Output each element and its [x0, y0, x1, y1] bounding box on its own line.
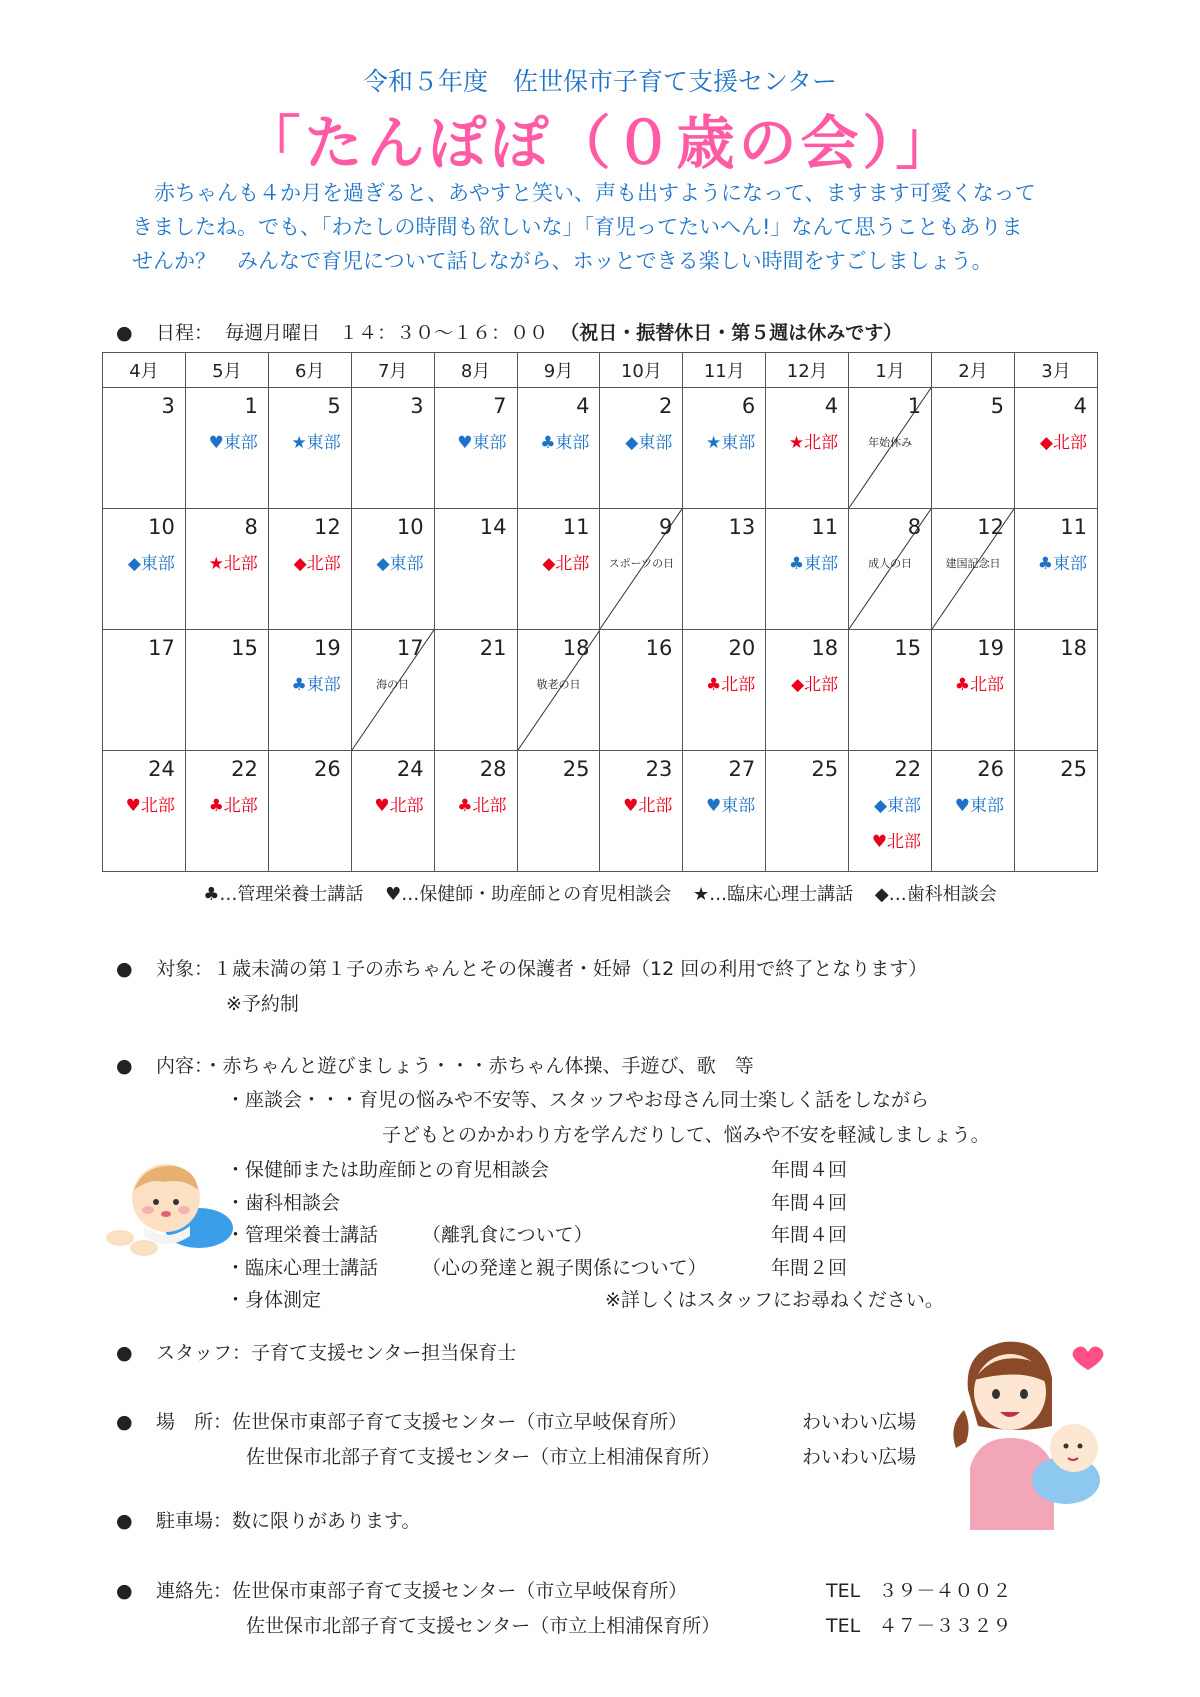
calendar-cell: [683, 751, 766, 872]
calendar-cell: [517, 509, 600, 630]
day-number: 4: [824, 394, 839, 418]
calendar-cell: [1014, 630, 1097, 751]
calendar-cell: [683, 630, 766, 751]
day-number: 16: [645, 636, 673, 660]
session-frequency: 年間２回: [771, 1256, 848, 1279]
staff-label: スタッフ：: [156, 1342, 252, 1364]
parking-text: 数に限りがあります。: [232, 1510, 421, 1532]
target-text: １歳未満の第１子の赤ちゃんとその保護者・妊婦（12 回の利用で終了となります）: [213, 958, 928, 980]
day-number: 9: [658, 515, 673, 539]
parking-line: [116, 1506, 421, 1533]
calendar-cell: [517, 751, 600, 872]
staff-line: [116, 1338, 516, 1365]
content-item: ・座談会・・・育児の悩みや不安等、スタッフやお母さん同士楽しく話をしながら: [226, 1089, 930, 1111]
event-label: ★北部: [208, 554, 258, 574]
event-label: ♣北部: [208, 796, 258, 816]
place-name: 佐世保市北部子育て支援センター（市立上相浦保育所）: [246, 1446, 721, 1468]
day-number: 24: [396, 757, 424, 781]
day-number: 17: [396, 636, 424, 660]
contact-label: 連絡先：: [156, 1580, 233, 1602]
day-number: 26: [313, 757, 341, 781]
event-label: ◆東部: [873, 796, 922, 816]
calendar-cell: [185, 388, 268, 509]
month-header: 1月: [849, 353, 932, 388]
day-number: 11: [1060, 515, 1087, 539]
tel-label: TEL: [826, 1615, 861, 1637]
calendar-cell: [932, 388, 1015, 509]
day-number: 5: [990, 394, 1004, 418]
tel-number: ３９－４００２: [878, 1580, 1012, 1602]
legend-club: ♣…管理栄養士講話: [203, 884, 364, 905]
calendar-body: [103, 388, 1098, 872]
session-name: ・臨床心理士講話: [226, 1256, 379, 1279]
holiday-label: 海の日: [376, 678, 410, 691]
day-number: 6: [741, 394, 756, 418]
day-number: 1: [244, 394, 258, 418]
staff-text: 子育て支援センター担当保育士: [251, 1342, 517, 1364]
calendar-cell: [932, 630, 1015, 751]
month-header: 10月: [600, 353, 683, 388]
session-frequency: 年間４回: [771, 1191, 848, 1214]
event-label: ★北部: [788, 433, 839, 453]
day-number: 4: [1073, 394, 1087, 418]
day-number: 3: [410, 394, 424, 418]
day-number: 2: [658, 394, 673, 418]
contact-name: 佐世保市東部子育て支援センター（市立早岐保育所）: [232, 1580, 688, 1602]
content-item: 子どもとのかかわり方を学んだりして、悩みや不安を軽減しましょう。: [382, 1124, 990, 1146]
day-number: 4: [576, 394, 590, 418]
legend-heart: ♥…保健師・助産師との育児相談会: [385, 884, 672, 905]
day-number: 19: [977, 636, 1004, 660]
contact-name: 佐世保市北部子育て支援センター（市立上相浦保育所）: [246, 1615, 721, 1637]
day-number: 25: [811, 757, 839, 781]
day-number: 20: [728, 636, 756, 660]
day-number: 25: [562, 757, 590, 781]
calendar-cell: [1014, 509, 1097, 630]
contact-tel: [826, 1576, 1011, 1603]
month-header: 8月: [434, 353, 517, 388]
event-label: ◆東部: [127, 554, 175, 574]
calendar-cell: [434, 509, 517, 630]
day-number: 3: [161, 394, 175, 418]
calendar-cell: [683, 388, 766, 509]
place-spot: わいわい広場: [802, 1446, 917, 1468]
month-header: 2月: [932, 353, 1015, 388]
calendar-week-row: [103, 509, 1098, 630]
session-frequency: 年間４回: [771, 1159, 848, 1181]
day-number: 11: [811, 515, 839, 539]
event-label: ♣東部: [291, 675, 341, 695]
day-number: 22: [231, 757, 258, 781]
day-number: 18: [811, 636, 839, 660]
holiday-label: 建国記念日: [945, 557, 1001, 570]
day-number: 10: [396, 515, 424, 539]
content-line: [116, 1051, 754, 1078]
day-number: 27: [728, 757, 756, 781]
month-header: 3月: [1014, 353, 1097, 388]
event-label: ♥北部: [374, 796, 424, 816]
event-label: ★東部: [291, 433, 341, 453]
day-number: 12: [977, 515, 1004, 539]
place-name: 佐世保市東部子育て支援センター（市立早岐保育所）: [232, 1411, 688, 1433]
calendar-cell: [600, 751, 683, 872]
day-number: 17: [148, 636, 175, 660]
legend-star: ★…臨床心理士講話: [693, 884, 854, 905]
day-number: 28: [479, 757, 507, 781]
schedule-line: [116, 318, 902, 345]
event-label: ♥北部: [871, 832, 922, 852]
bullet-icon: ●: [116, 1411, 133, 1433]
calendar-cell: [849, 509, 932, 630]
event-label: ♥北部: [623, 796, 673, 816]
day-number: 1: [907, 394, 922, 418]
session-detail: （心の発達と親子関係について）: [422, 1256, 707, 1279]
tel-number: ４７－３３２９: [878, 1615, 1012, 1637]
day-number: 21: [479, 636, 507, 660]
contact-tel: [826, 1611, 1011, 1638]
month-header-row: [103, 353, 1098, 388]
calendar-cell: [351, 388, 434, 509]
event-label: ♥北部: [125, 796, 175, 816]
calendar-cell: [517, 630, 600, 751]
parking-label: 駐車場：: [156, 1510, 233, 1532]
month-header: 12月: [766, 353, 849, 388]
event-label: ★東部: [706, 433, 756, 453]
session-detail: （離乳食について）: [422, 1224, 593, 1246]
bullet-icon: ●: [116, 1580, 133, 1602]
session-frequency: 年間４回: [771, 1224, 848, 1246]
day-number: 24: [148, 757, 175, 781]
session-frequency: ※詳しくはスタッフにお尋ねください。: [605, 1289, 944, 1311]
event-label: ♥東部: [457, 433, 507, 453]
day-number: 10: [148, 515, 175, 539]
day-number: 22: [894, 757, 922, 781]
day-number: 5: [327, 394, 341, 418]
calendar-week-row: [103, 751, 1098, 872]
calendar-cell: [103, 388, 186, 509]
calendar-cell: [268, 388, 351, 509]
day-number: 8: [244, 515, 258, 539]
target-label: 対象：: [156, 958, 214, 980]
place-label: 場 所：: [156, 1411, 233, 1433]
calendar-cell: [1014, 388, 1097, 509]
day-number: 13: [728, 515, 756, 539]
day-number: 26: [977, 757, 1004, 781]
calendar-cell: [932, 751, 1015, 872]
day-number: 15: [894, 636, 922, 660]
content-item: ・赤ちゃんと遊びましょう・・・赤ちゃん体操、手遊び、歌 等: [203, 1055, 754, 1077]
day-number: 18: [562, 636, 590, 660]
event-label: ♣東部: [1037, 554, 1087, 574]
calendar-cell: [766, 751, 849, 872]
place-line: [116, 1407, 687, 1434]
bullet-icon: ●: [116, 1055, 133, 1077]
session-name: ・管理栄養士講話: [226, 1224, 379, 1246]
calendar-cell: [185, 630, 268, 751]
calendar-cell: [268, 509, 351, 630]
tel-label: TEL: [826, 1580, 861, 1602]
calendar-week-row: [103, 388, 1098, 509]
session-name: ・身体測定: [226, 1289, 322, 1311]
calendar-cell: [434, 630, 517, 751]
day-number: 12: [313, 515, 341, 539]
intro-line: 赤ちゃんも４か月を過ぎると、あやすと笑い、声も出すようになって、ますます可愛くなって: [154, 181, 1036, 205]
calendar-cell: [268, 751, 351, 872]
calendar-cell: [434, 751, 517, 872]
mother-illustration: [948, 1330, 1118, 1530]
day-number: 8: [907, 515, 922, 539]
event-label: ◆東部: [625, 433, 673, 453]
contact-line: [116, 1576, 687, 1603]
day-number: 11: [562, 515, 590, 539]
holiday-label: 敬老の日: [536, 678, 581, 691]
calendar-cell: [849, 630, 932, 751]
event-label: ♣東部: [788, 554, 839, 574]
target-line: [116, 954, 927, 981]
calendar-cell: [185, 751, 268, 872]
calendar-cell: [849, 388, 932, 509]
event-label: ◆北部: [542, 554, 590, 574]
target-note: ※予約制: [226, 993, 299, 1015]
day-number: 14: [479, 515, 507, 539]
calendar-cell: [1014, 751, 1097, 872]
event-label: ◆北部: [791, 675, 839, 695]
event-label: ♣北部: [457, 796, 507, 816]
page-title: 「たんぽぽ（０歳の会）」: [242, 109, 958, 177]
calendar-cell: [766, 509, 849, 630]
legend: [0, 880, 1200, 906]
month-header: 5月: [185, 353, 268, 388]
event-label: ♣東部: [540, 433, 590, 453]
calendar-cell: [600, 509, 683, 630]
event-label: ♥東部: [208, 433, 258, 453]
holiday-label: 成人の日: [868, 557, 913, 570]
event-label: ♣北部: [954, 675, 1004, 695]
session-name: ・保健師または助産師との育児相談会: [226, 1159, 550, 1181]
calendar-cell: [600, 388, 683, 509]
subtitle: 令和５年度 佐世保市子育て支援センター: [362, 67, 837, 96]
day-number: 19: [313, 636, 341, 660]
calendar-cell: [185, 509, 268, 630]
event-label: ◆北部: [293, 554, 341, 574]
day-number: 7: [493, 394, 507, 418]
holiday-label: スポーツの日: [608, 557, 675, 570]
intro-text: [132, 176, 1102, 278]
content-label: 内容：: [156, 1055, 204, 1077]
event-label: ◆北部: [1039, 433, 1087, 453]
calendar-cell: [103, 509, 186, 630]
holiday-label: 年始休み: [868, 436, 913, 449]
calendar-cell: [766, 630, 849, 751]
place-spot: わいわい広場: [802, 1411, 917, 1433]
month-header: 6月: [268, 353, 351, 388]
event-label: ♣北部: [706, 675, 756, 695]
calendar-cell: [103, 630, 186, 751]
schedule-note: （祝日・振替休日・第５週は休みです）: [560, 322, 903, 344]
calendar-cell: [766, 388, 849, 509]
calendar-cell: [683, 509, 766, 630]
calendar-cell: [351, 751, 434, 872]
event-label: ◆東部: [376, 554, 424, 574]
bullet-icon: ●: [116, 1342, 133, 1364]
day-number: 18: [1060, 636, 1087, 660]
day-number: 25: [1060, 757, 1087, 781]
calendar-week-row: [103, 630, 1098, 751]
baby-illustration: [104, 1160, 234, 1260]
calendar-cell: [517, 388, 600, 509]
schedule-label: 日程：: [156, 322, 214, 344]
schedule-time: 毎週月曜日 １４：３０～１６：００: [225, 322, 549, 344]
calendar-cell: [849, 751, 932, 872]
day-number: 15: [231, 636, 258, 660]
calendar-cell: [268, 630, 351, 751]
month-header: 9月: [517, 353, 600, 388]
bullet-icon: ●: [116, 322, 133, 344]
event-label: ♥東部: [706, 796, 756, 816]
calendar-cell: [434, 388, 517, 509]
month-header: 7月: [351, 353, 434, 388]
bullet-icon: ●: [116, 1510, 133, 1532]
event-label: ♥東部: [954, 796, 1004, 816]
calendar-cell: [351, 509, 434, 630]
day-number: 23: [645, 757, 673, 781]
calendar-cell: [600, 630, 683, 751]
calendar-table: [102, 352, 1098, 872]
intro-line: きましたね。でも、「わたしの時間も欲しいな」「育児ってたいへん!」なんて思うこともありま: [132, 215, 1023, 239]
month-header: 11月: [683, 353, 766, 388]
bullet-icon: ●: [116, 958, 133, 980]
calendar-cell: [932, 509, 1015, 630]
session-name: ・歯科相談会: [226, 1191, 341, 1214]
intro-line: せんか？ みんなで育児について話しながら、ホッとできる楽しい時間をすごしましょう。: [132, 249, 993, 273]
legend-diamond: ◆…歯科相談会: [874, 884, 997, 905]
calendar-cell: [103, 751, 186, 872]
month-header: 4月: [103, 353, 186, 388]
calendar-cell: [351, 630, 434, 751]
